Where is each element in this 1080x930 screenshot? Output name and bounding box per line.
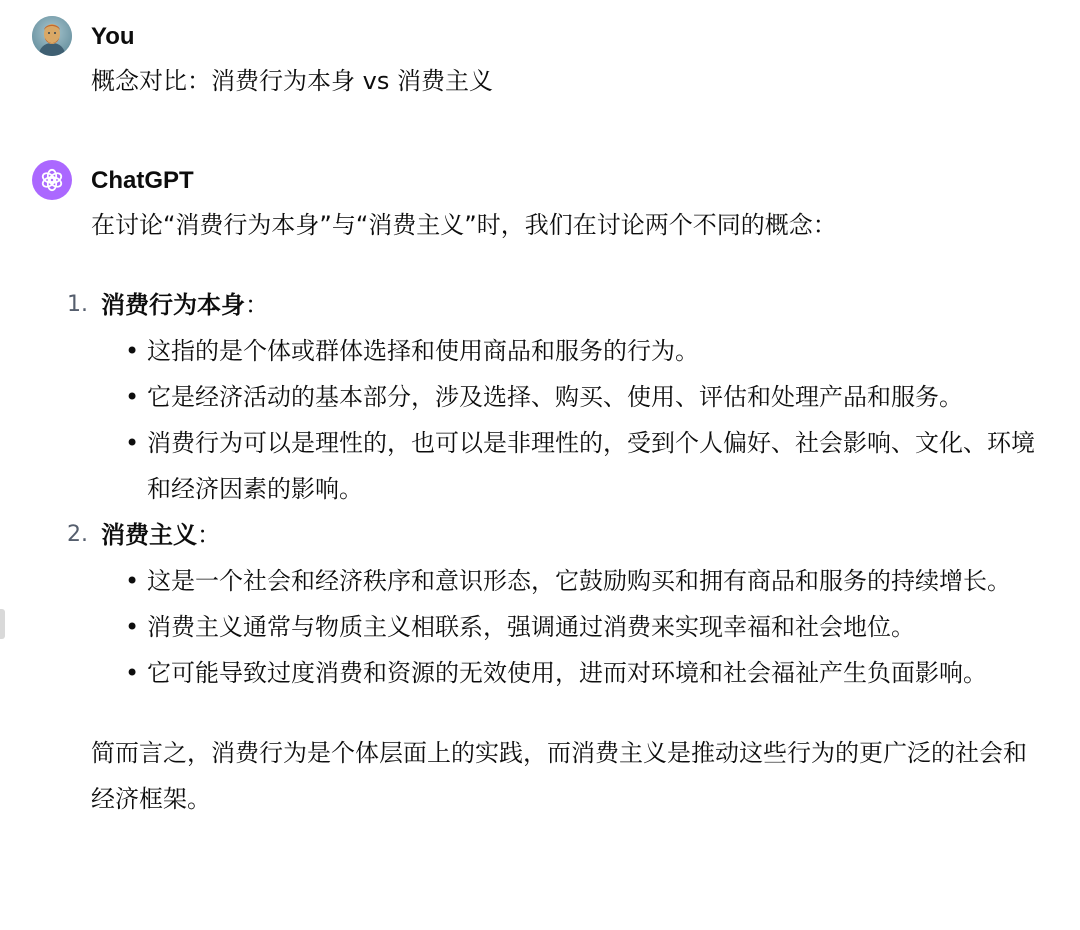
bullet-icon: • [125, 659, 140, 687]
bullet-list [101, 558, 1040, 696]
list-item [125, 420, 1040, 512]
assistant-summary-text: 简而言之，消费行为是个体层面上的实践，而消费主义是推动这些行为的更广泛的社会和经济框架。 [91, 739, 1027, 813]
list-item [125, 374, 1040, 420]
user-message-text: 概念对比：消费行为本身 vs 消费主义 [91, 67, 493, 95]
user-avatar [32, 16, 72, 56]
bullet-text: 消费行为可以是理性的，也可以是非理性的，受到个人偏好、社会影响、文化、环境和经济因素的影响。 [147, 429, 1035, 503]
assistant-author-name: ChatGPT [91, 167, 194, 194]
list-item [125, 650, 1040, 696]
list-item [125, 558, 1040, 604]
bullet-icon: • [125, 429, 140, 457]
list-number: 1. [67, 292, 88, 317]
title-colon: ： [245, 291, 269, 319]
concept-item-consumption-behavior [67, 282, 1040, 512]
bullet-icon: • [125, 613, 140, 641]
scrollbar-handle[interactable] [0, 609, 5, 639]
bullet-text: 它可能导致过度消费和资源的无效使用，进而对环境和社会福祉产生负面影响。 [147, 659, 987, 687]
bullet-icon: • [125, 567, 140, 595]
bullet-text: 消费主义通常与物质主义相联系，强调通过消费来实现幸福和社会地位。 [147, 613, 915, 641]
bullet-text: 这是一个社会和经济秩序和意识形态，它鼓励购买和拥有商品和服务的持续增长。 [147, 567, 1011, 595]
bullet-text: 它是经济活动的基本部分，涉及选择、购买、使用、评估和处理产品和服务。 [147, 383, 963, 411]
user-author-name: You [91, 23, 135, 50]
openai-logo-icon [39, 167, 65, 193]
concept-item-consumerism [67, 512, 1040, 696]
list-item [125, 604, 1040, 650]
list-item [125, 328, 1040, 374]
concept-list [67, 282, 1040, 696]
bullet-list [101, 328, 1040, 512]
assistant-intro-text: 在讨论“消费行为本身”与“消费主义”时，我们在讨论两个不同的概念： [91, 211, 837, 239]
list-number: 2. [67, 522, 88, 547]
bullet-icon: • [125, 337, 140, 365]
title-colon: ： [197, 521, 221, 549]
bullet-icon: • [125, 383, 140, 411]
concept-title: 消费主义 [101, 521, 197, 549]
assistant-avatar [32, 160, 72, 200]
portrait-avatar-icon [32, 16, 72, 56]
concept-title: 消费行为本身 [101, 291, 245, 319]
bullet-text: 这指的是个体或群体选择和使用商品和服务的行为。 [147, 337, 699, 365]
